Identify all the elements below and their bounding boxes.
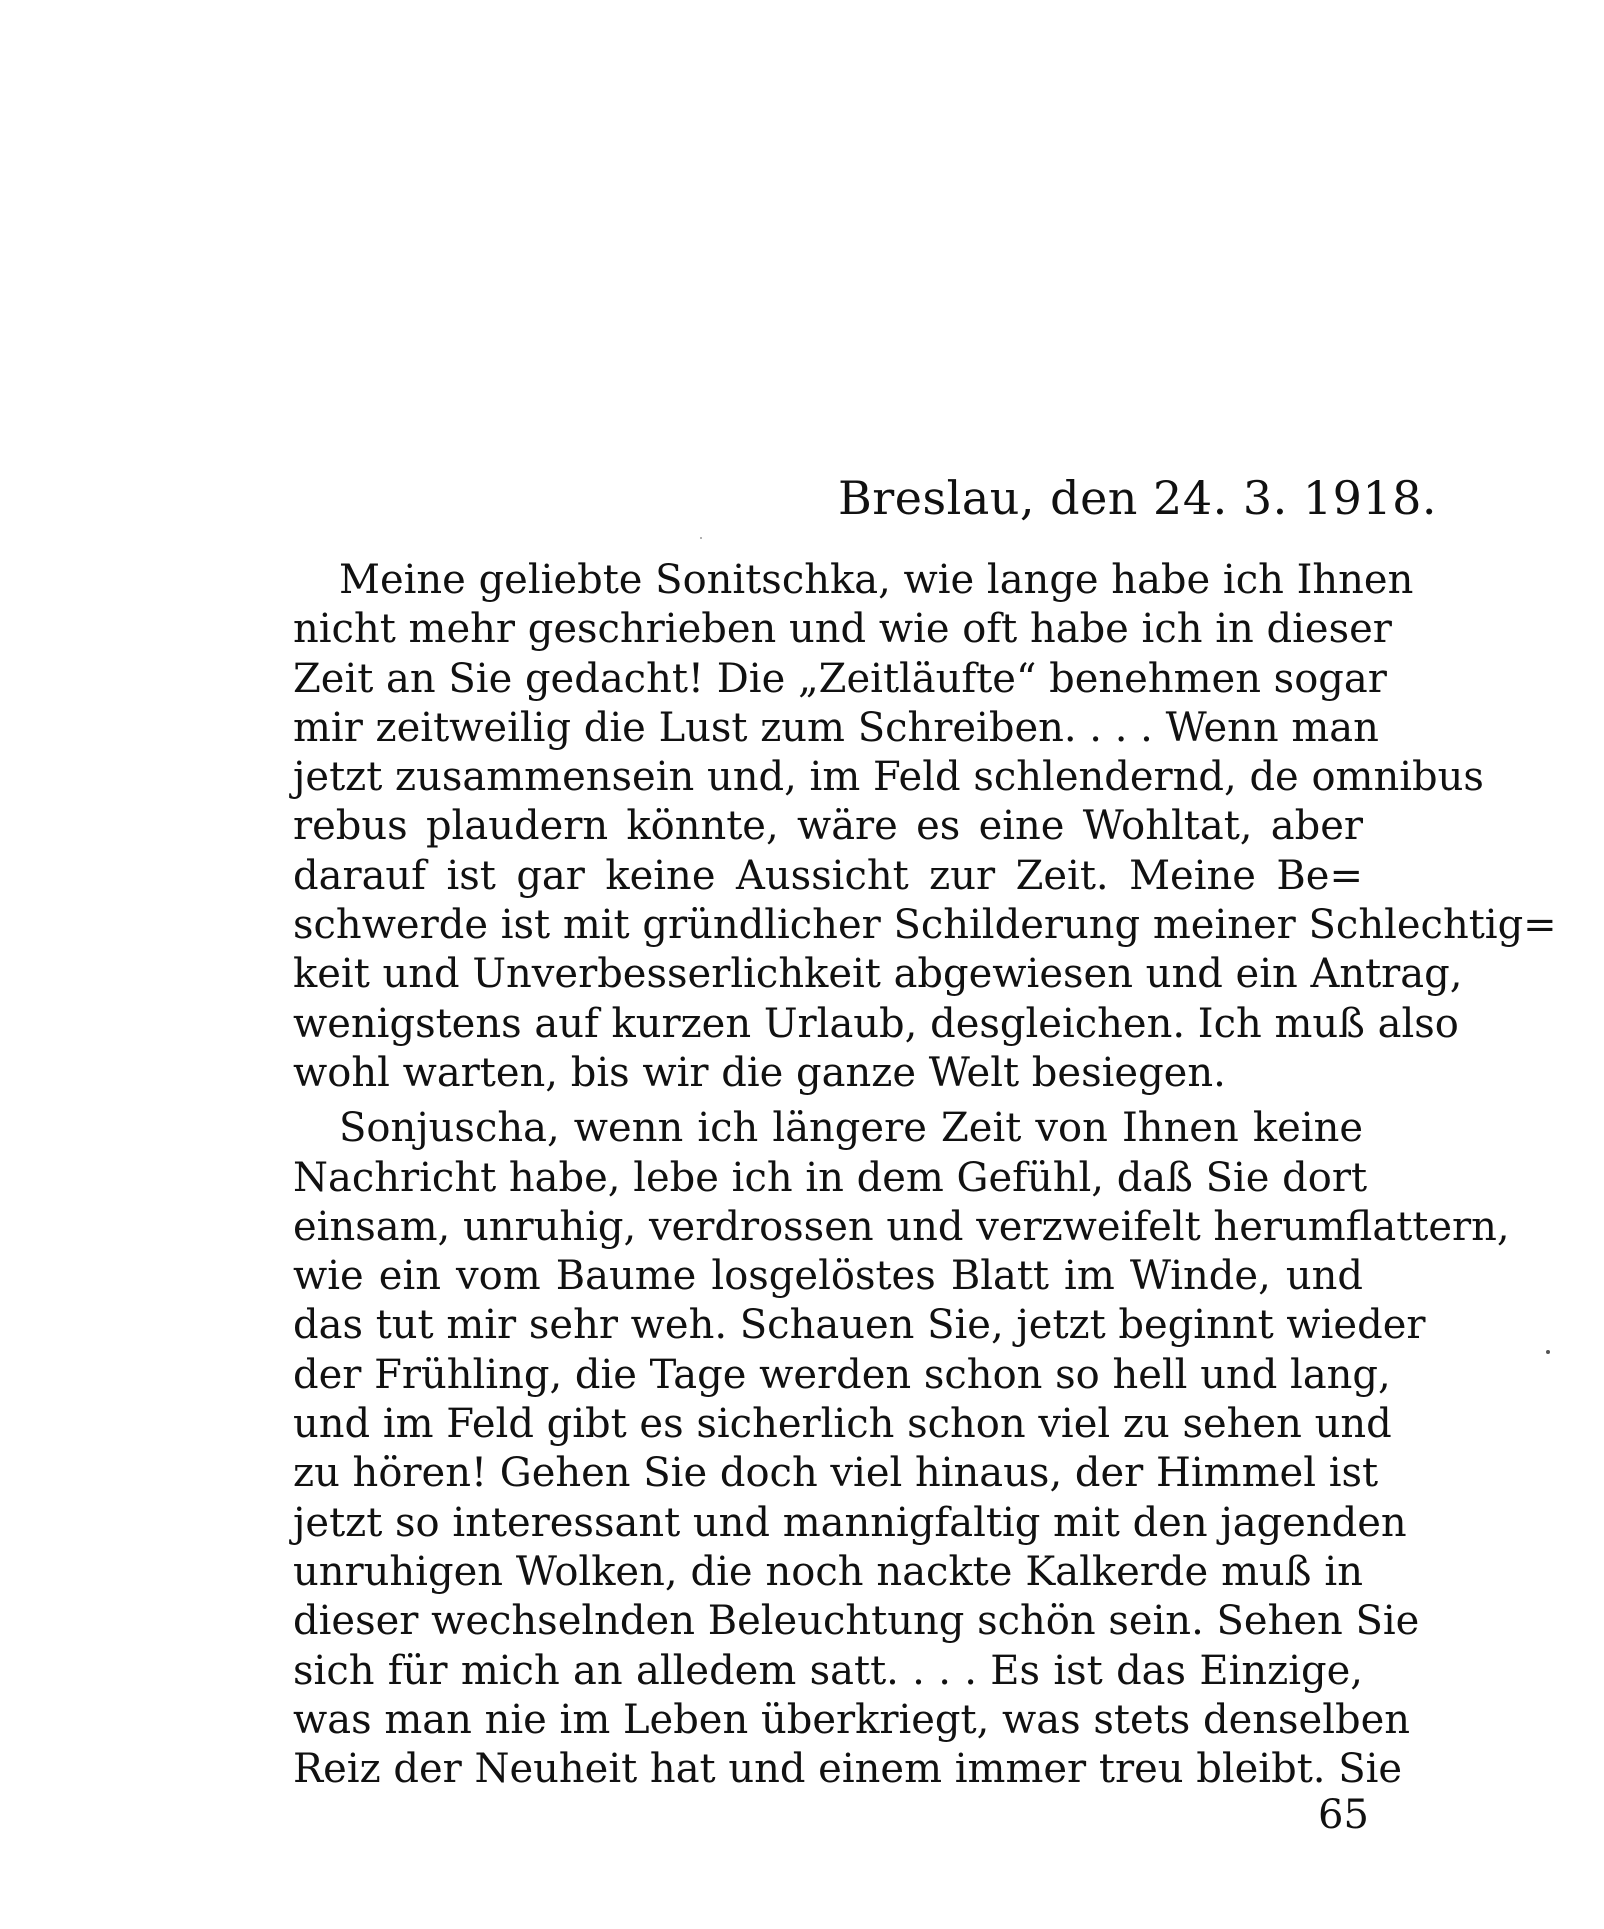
text-line: Reiz der Neuheit hat und einem immer treu bleibt. Sie (293, 1746, 1403, 1793)
paragraph-2 (293, 1104, 1510, 1794)
scan-speck (1546, 1350, 1550, 1354)
text-line: Zeit an Sie gedacht! Die „Zeitläufte“ benehmen sogar (293, 655, 1387, 702)
text-line: einsam, unruhig, verdrossen und verzweifelt herumflattern, (293, 1203, 1510, 1250)
text-line: jetzt so interessant und mannigfaltig mit den jagenden (293, 1499, 1407, 1546)
text-line: keit und Unverbesserlichkeit abgewiesen und ein Antrag, (293, 951, 1463, 998)
text-line: schwerde ist mit gründlicher Schilderung meiner Schlechtig= (293, 902, 1557, 949)
scan-speck (700, 537, 702, 539)
text-line: zu hören! Gehen Sie doch viel hinaus, der Himmel ist (293, 1450, 1379, 1497)
text-line: rebus plaudern könnte, wäre es eine Wohltat, aber (293, 803, 1363, 850)
letter-body (293, 556, 1557, 1794)
text-line: wohl warten, bis wir die ganze Welt besiegen. (293, 1049, 1226, 1096)
text-line: unruhigen Wolken, die noch nackte Kalkerde muß in (293, 1548, 1363, 1595)
text-line: Sonjuscha, wenn ich längere Zeit von Ihnen keine (339, 1105, 1363, 1152)
text-line: nicht mehr geschrieben und wie oft habe ich in dieser (293, 606, 1392, 653)
page-number: 65 (1318, 1792, 1369, 1838)
letter-dateline: Breslau, den 24. 3. 1918. (838, 471, 1438, 525)
text-line: darauf ist gar keine Aussicht zur Zeit. Meine Be= (293, 852, 1363, 899)
text-line: sich für mich an alledem satt. . . . Es ist das Einzige, (293, 1647, 1363, 1694)
text-line: und im Feld gibt es sicherlich schon viel zu sehen und (293, 1401, 1392, 1448)
text-line: das tut mir sehr weh. Schauen Sie, jetzt beginnt wieder (293, 1302, 1426, 1349)
text-line: Nachricht habe, lebe ich in dem Gefühl, daß Sie dort (293, 1154, 1368, 1201)
text-line: wenigstens auf kurzen Urlaub, desgleichen. Ich muß also (293, 1000, 1459, 1047)
text-line: mir zeitweilig die Lust zum Schreiben. . . . Wenn man (293, 704, 1379, 751)
text-line: wie ein vom Baume losgelöstes Blatt im Winde, und (293, 1253, 1363, 1300)
text-line: der Frühling, die Tage werden schon so hell und lang, (293, 1351, 1391, 1398)
text-line: dieser wechselnden Beleuchtung schön sein. Sehen Sie (293, 1598, 1420, 1645)
text-line: jetzt zusammensein und, im Feld schlendernd, de omnibus (293, 754, 1484, 801)
text-line: Meine geliebte Sonitschka, wie lange habe ich Ihnen (339, 557, 1414, 603)
text-line: was man nie im Leben überkriegt, was stets denselben (293, 1696, 1411, 1743)
paragraph-1 (293, 556, 1557, 1098)
